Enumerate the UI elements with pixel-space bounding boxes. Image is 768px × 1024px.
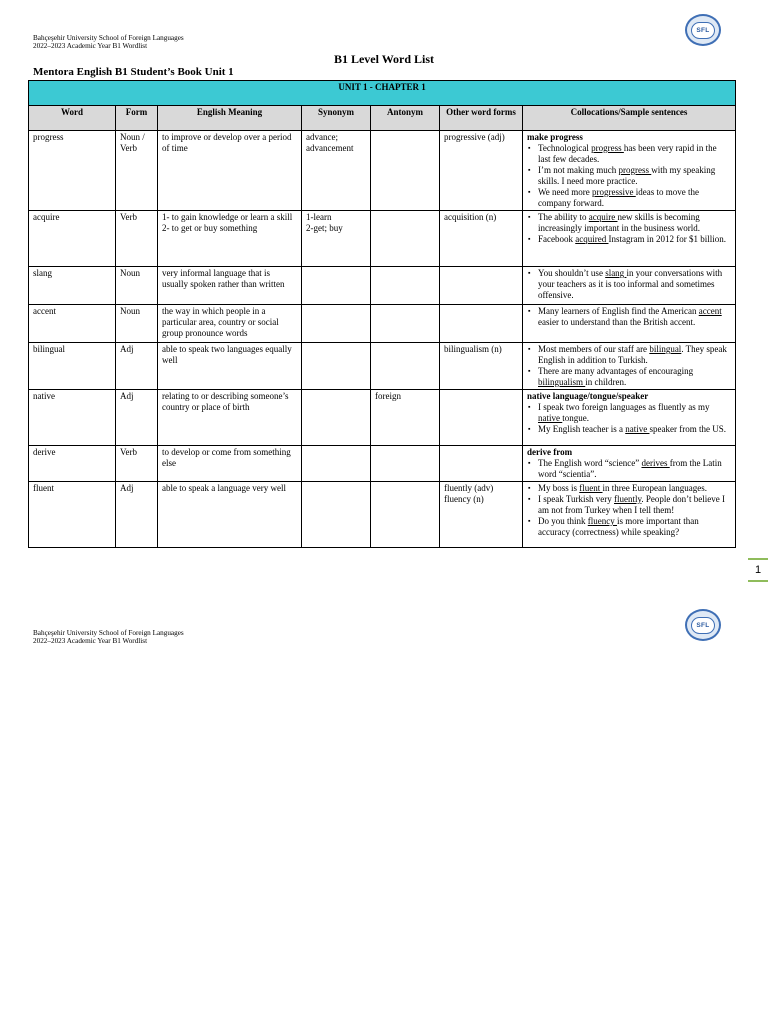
meaning-cell-line: 1- to gain knowledge or learn a skill (162, 212, 293, 222)
book-title: Mentora English B1 Student’s Book Unit 1 (33, 66, 234, 78)
antonym-cell (371, 211, 440, 267)
meaning-cell (158, 446, 302, 482)
sfl-logo-text: SFL (691, 22, 715, 39)
sentence-text: in children. (585, 377, 627, 387)
other-forms-cell-line: acquisition (n) (444, 212, 497, 222)
collocation-phrase: native language/tongue/speaker (527, 391, 649, 401)
sample-sentence (527, 212, 731, 234)
sentence-text: easier to understand than the British accent. (538, 317, 696, 327)
sentence-text: tongue. (562, 413, 589, 423)
sentence-text: . They speak English in addition to Turkish. (538, 344, 727, 365)
sentence-text: speaker from the US. (649, 424, 726, 434)
header-institution: Bahçeşehir University School of Foreign Languages (33, 34, 184, 42)
sentence-text: in three European languages. (602, 483, 707, 493)
collocations-cell (523, 267, 736, 305)
table-row (29, 211, 736, 267)
column-header: Collocations/Sample sentences (523, 106, 736, 131)
antonym-cell (371, 446, 440, 482)
sentence-text: My English teacher is a (538, 424, 626, 434)
page-number: 1 (748, 558, 768, 582)
sample-sentence (527, 516, 731, 538)
meaning-cell (158, 305, 302, 343)
collocation-phrase: make progress (527, 132, 583, 142)
column-header: Other word forms (440, 106, 523, 131)
unit-header: UNIT 1 - CHAPTER 1 (29, 81, 736, 106)
sample-sentence (527, 306, 731, 328)
other-forms-cell (440, 131, 523, 211)
sample-sentence (527, 483, 731, 494)
synonym-cell-line: 2-get; buy (306, 223, 343, 233)
target-word: acquired (575, 234, 609, 244)
other-forms-cell (440, 390, 523, 446)
meaning-cell (158, 390, 302, 446)
synonym-cell (302, 267, 371, 305)
sample-sentence (527, 494, 731, 516)
form-cell: Noun / Verb (116, 131, 158, 211)
sample-sentence-list (527, 143, 731, 209)
collocations-cell (523, 131, 736, 211)
sample-sentence (527, 402, 731, 424)
word-table-body (29, 131, 736, 548)
sample-sentence (527, 366, 731, 388)
target-word: native (538, 413, 563, 423)
sentence-text: We need more (538, 187, 592, 197)
other-forms-cell (440, 446, 523, 482)
target-word: bilingualism (538, 377, 586, 387)
sample-sentence (527, 344, 731, 366)
synonym-cell-line: advance; (306, 132, 338, 142)
sample-sentence (527, 458, 731, 480)
document-title: B1 Level Word List (333, 52, 435, 66)
table-row (29, 343, 736, 390)
sentence-text: with my speaking skills. I need more practice. (538, 165, 716, 186)
antonym-cell: foreign (371, 390, 440, 446)
target-word: fluently (614, 494, 642, 504)
word-cell: bilingual (29, 343, 116, 390)
sentence-text: The ability to (538, 212, 589, 222)
other-forms-cell-line: fluency (n) (444, 494, 484, 504)
meaning-cell (158, 343, 302, 390)
synonym-cell (302, 482, 371, 548)
sentence-text: from the Latin word “scientia”. (538, 458, 722, 479)
sentence-text: Many learners of English find the American (538, 306, 699, 316)
sample-sentence (527, 234, 731, 245)
sample-sentence (527, 143, 731, 165)
sfl-logo (685, 14, 721, 46)
word-cell: derive (29, 446, 116, 482)
synonym-cell-line: 1-learn (306, 212, 332, 222)
target-word: fluent (579, 483, 603, 493)
sentence-text: Technological (538, 143, 592, 153)
word-cell: acquire (29, 211, 116, 267)
sample-sentence-list (527, 268, 731, 301)
synonym-cell (302, 390, 371, 446)
meaning-cell-line: the way in which people in a particular area, country or social group pronounce words (162, 306, 279, 338)
meaning-cell (158, 482, 302, 548)
footer-academic-year: 2022–2023 Academic Year B1 Wordlist (33, 637, 148, 645)
sample-sentence-list (527, 212, 731, 245)
word-cell: fluent (29, 482, 116, 548)
sample-sentence (527, 424, 731, 435)
form-cell: Adj (116, 343, 158, 390)
target-word: progressive (592, 187, 636, 197)
other-forms-cell-line: bilingualism (n) (444, 344, 502, 354)
target-word: derives (641, 458, 670, 468)
meaning-cell (158, 131, 302, 211)
antonym-cell (371, 131, 440, 211)
meaning-cell (158, 211, 302, 267)
table-row (29, 267, 736, 305)
word-cell: accent (29, 305, 116, 343)
form-cell: Noun (116, 267, 158, 305)
form-cell: Verb (116, 446, 158, 482)
form-cell: Noun (116, 305, 158, 343)
synonym-cell-line: advancement (306, 143, 354, 153)
other-forms-cell (440, 305, 523, 343)
sentence-text: Do you think (538, 516, 588, 526)
table-row (29, 446, 736, 482)
sfl-logo-footer-text: SFL (691, 617, 715, 634)
synonym-cell (302, 211, 371, 267)
target-word: accent (698, 306, 722, 316)
table-row (29, 390, 736, 446)
sample-sentence (527, 268, 731, 301)
sentence-text: You shouldn’t use (538, 268, 606, 278)
other-forms-cell-line: fluently (adv) (444, 483, 494, 493)
target-word: progress (591, 143, 624, 153)
sentence-text: is more important than accuracy (correctness) while speaking? (538, 516, 699, 537)
word-cell: native (29, 390, 116, 446)
other-forms-cell (440, 482, 523, 548)
target-word: acquire (588, 212, 618, 222)
sfl-logo-footer (685, 609, 721, 641)
meaning-cell-line: able to speak a language very well (162, 483, 286, 493)
sample-sentence (527, 165, 731, 187)
collocations-cell (523, 446, 736, 482)
sample-sentence-list (527, 402, 731, 435)
sample-sentence-list (527, 483, 731, 538)
column-header: English Meaning (158, 106, 302, 131)
synonym-cell (302, 131, 371, 211)
form-cell: Verb (116, 211, 158, 267)
antonym-cell (371, 343, 440, 390)
collocations-cell (523, 305, 736, 343)
meaning-cell-line: very informal language that is usually spoken rather than written (162, 268, 285, 289)
column-header: Form (116, 106, 158, 131)
sentence-text: Instagram in 2012 for $1 billion. (608, 234, 726, 244)
antonym-cell (371, 305, 440, 343)
meaning-cell-line: 2- to get or buy something (162, 223, 258, 233)
column-header: Synonym (302, 106, 371, 131)
target-word: native (625, 424, 650, 434)
other-forms-cell (440, 211, 523, 267)
sample-sentence-list (527, 306, 731, 328)
synonym-cell (302, 305, 371, 343)
meaning-cell (158, 267, 302, 305)
table-row (29, 131, 736, 211)
sentence-text: I speak two foreign languages as fluently as my (538, 402, 710, 412)
sample-sentence-list (527, 344, 731, 388)
column-header: Word (29, 106, 116, 131)
target-word: fluency (587, 516, 618, 526)
other-forms-cell (440, 343, 523, 390)
meaning-cell-line: to develop or come from something else (162, 447, 291, 468)
sentence-text: new skills is becoming increasingly important in the business world. (538, 212, 700, 233)
synonym-cell (302, 343, 371, 390)
collocations-cell (523, 482, 736, 548)
meaning-cell-line: relating to or describing someone’s country or place of birth (162, 391, 289, 412)
sentence-text: in your conversations with your teachers as it is too informal and sometimes offensive. (538, 268, 723, 300)
target-word: slang (605, 268, 627, 278)
meaning-cell-line: able to speak two languages equally well (162, 344, 292, 365)
footer-institution: Bahçeşehir University School of Foreign Languages (33, 629, 184, 637)
collocations-cell (523, 390, 736, 446)
sentence-text: . People don’t believe I am not from Turkey when I tell them! (538, 494, 725, 515)
sample-sentence (527, 187, 731, 209)
sentence-text: I speak Turkish very (538, 494, 614, 504)
meaning-cell-line: to improve or develop over a period of time (162, 132, 292, 153)
collocation-phrase: derive from (527, 447, 573, 457)
sentence-text: has been very rapid in the last few decades. (538, 143, 717, 164)
collocations-cell (523, 211, 736, 267)
sentence-text: I’m not making much (538, 165, 619, 175)
sentence-text: Most members of our staff are (538, 344, 650, 354)
antonym-cell (371, 267, 440, 305)
other-forms-cell-line: progressive (adj) (444, 132, 505, 142)
synonym-cell (302, 446, 371, 482)
table-row (29, 305, 736, 343)
word-list-table (28, 80, 736, 548)
target-word: progress (618, 165, 652, 175)
column-header: Antonym (371, 106, 440, 131)
sentence-text: There are many advantages of encouraging (538, 366, 694, 376)
sentence-text: The English word “science” (538, 458, 642, 468)
form-cell: Adj (116, 390, 158, 446)
word-cell: progress (29, 131, 116, 211)
collocations-cell (523, 343, 736, 390)
sentence-text: Facebook (538, 234, 576, 244)
word-cell: slang (29, 267, 116, 305)
table-row (29, 482, 736, 548)
sentence-text: ideas to move the company forward. (538, 187, 699, 208)
sentence-text: My boss is (538, 483, 580, 493)
target-word: bilingual (649, 344, 682, 354)
form-cell: Adj (116, 482, 158, 548)
sample-sentence-list (527, 458, 731, 480)
column-header-row (29, 106, 736, 131)
other-forms-cell (440, 267, 523, 305)
header-academic-year: 2022–2023 Academic Year B1 Wordlist (33, 42, 148, 50)
antonym-cell (371, 482, 440, 548)
